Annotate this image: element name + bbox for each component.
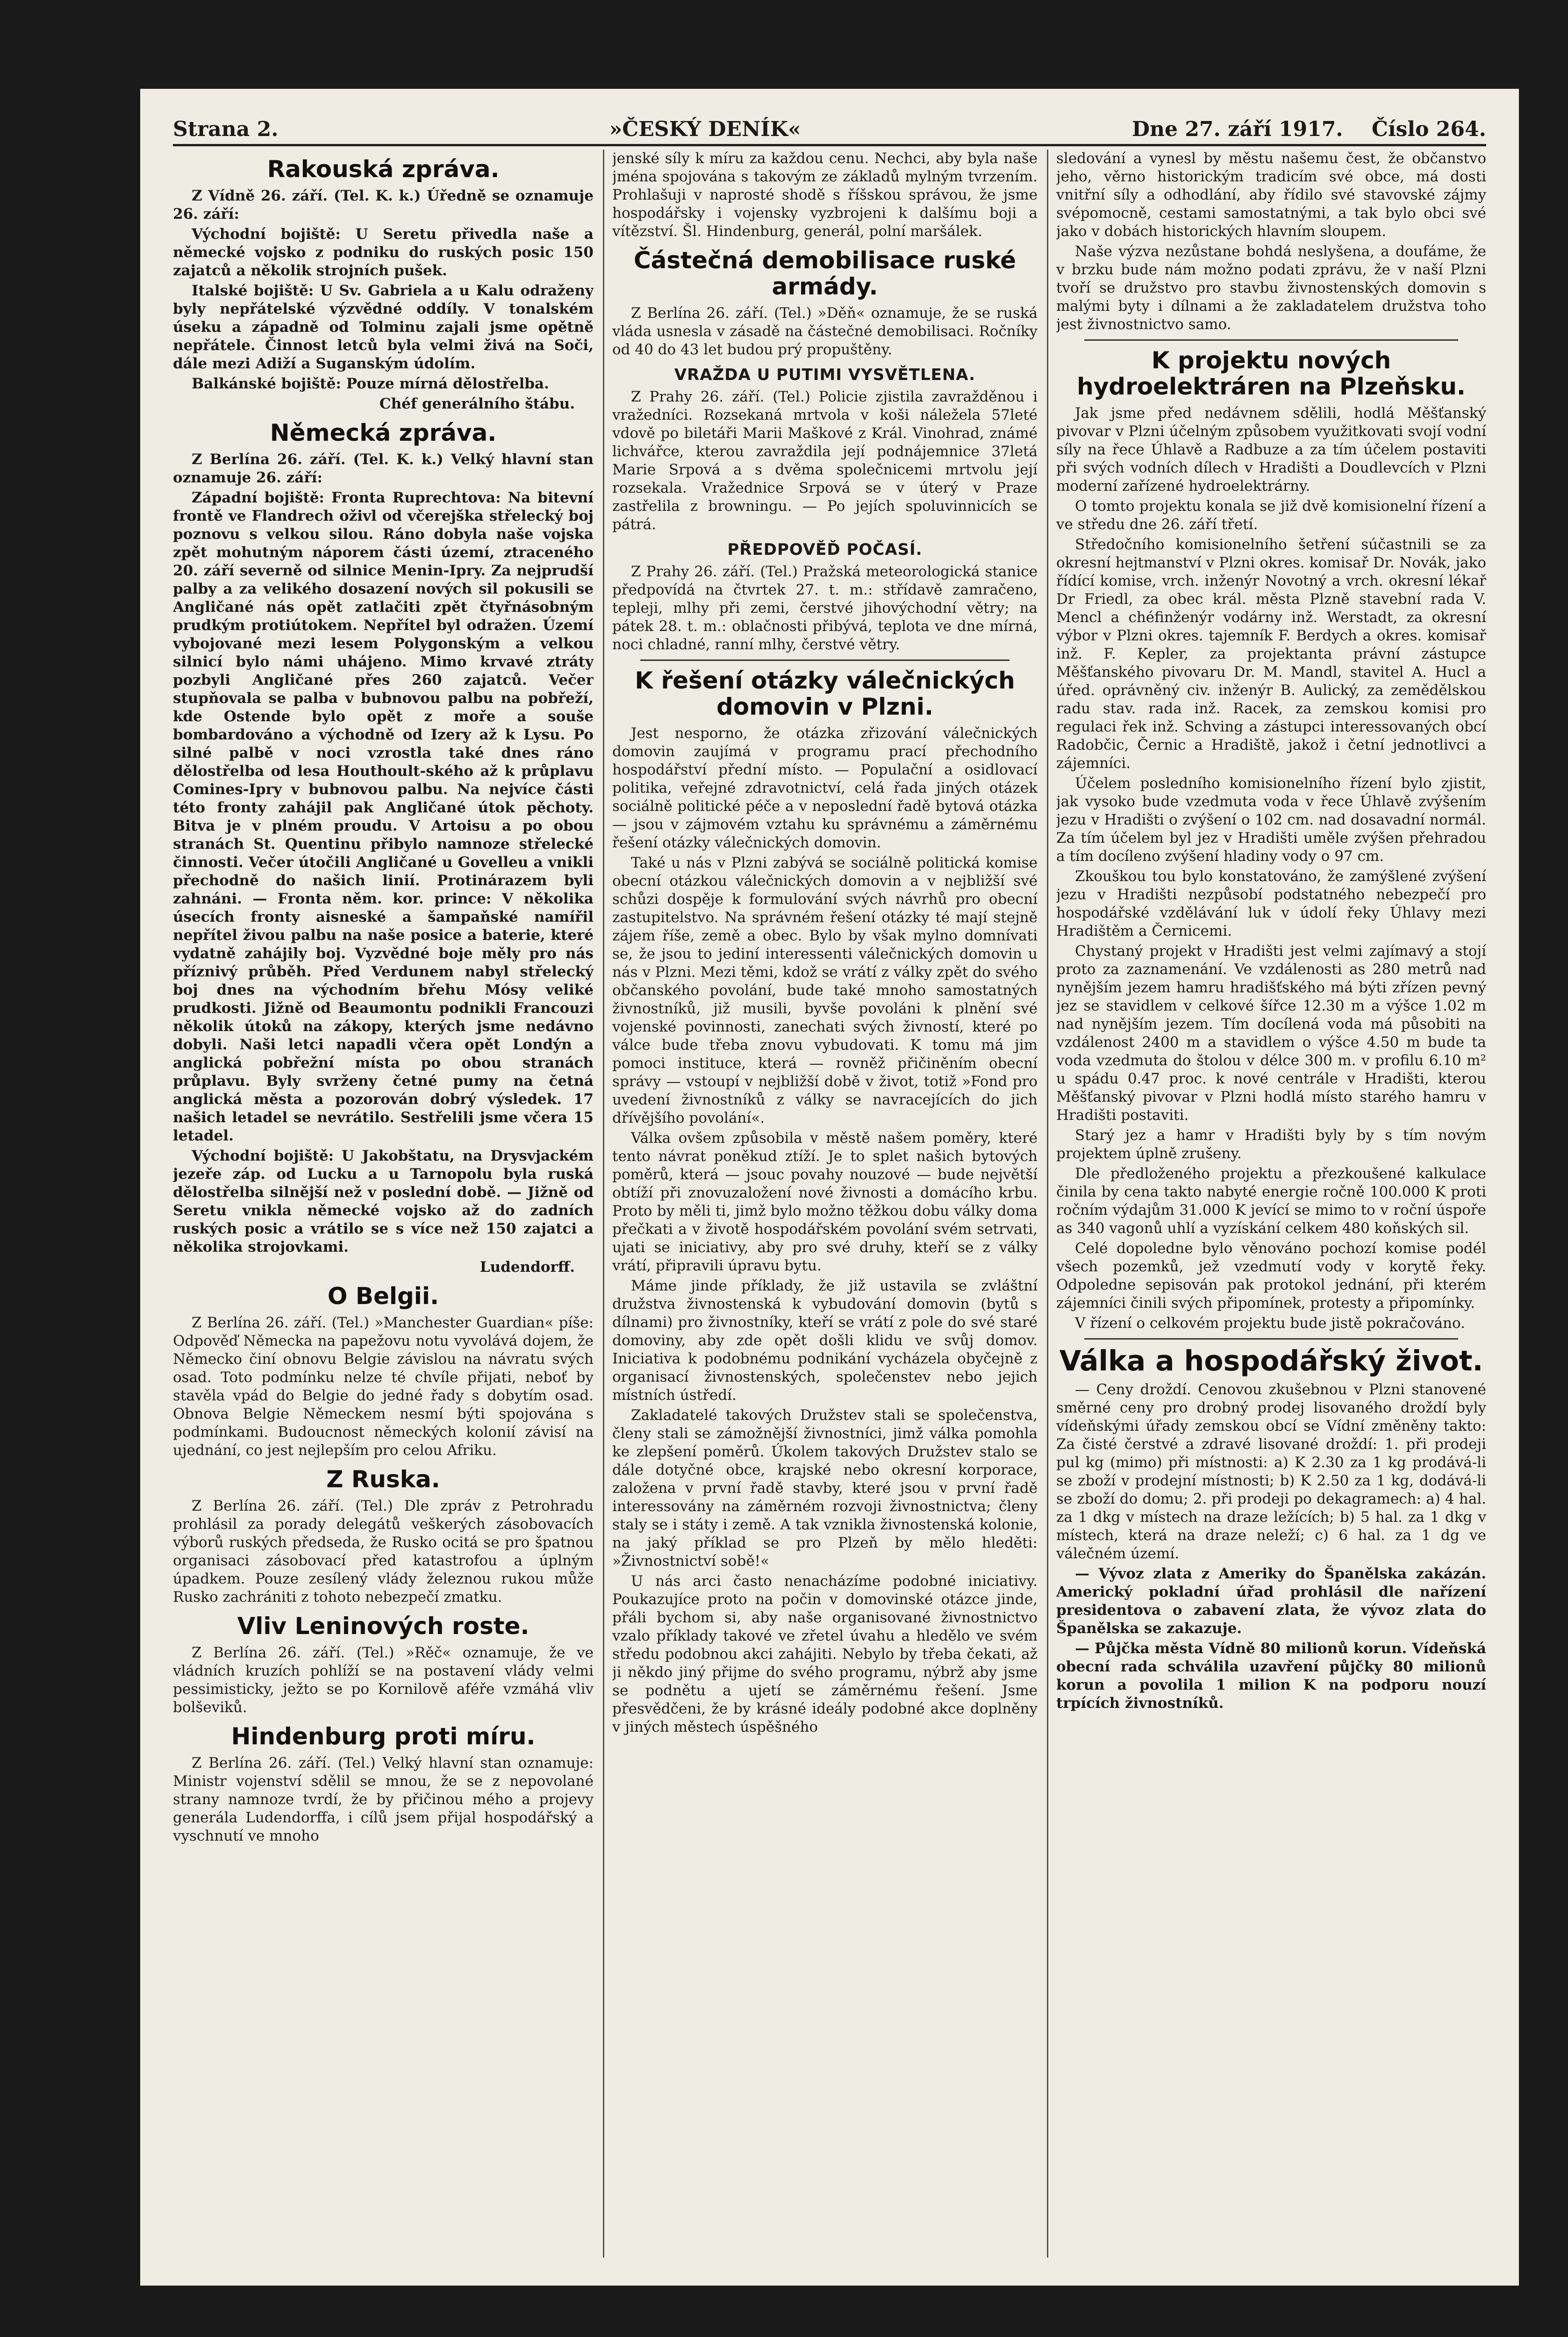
article-title: K řešení otázky válečnických domovin v Plzni. [635,667,1015,720]
column-1 [173,150,594,2267]
article-title: Německá zpráva. [270,419,497,446]
section-divider [1084,1338,1458,1340]
column-2 [612,150,1038,2267]
masthead-title: »ČESKÝ DENÍK« [609,117,801,141]
article-paragraph: Účelem posledního komisionelního řízení bylo zjistit, jak vysoko bude vzedmuta voda v řece Úhlavě zvýšením jezu v Hradišti o zvýšení o 102 cm. nad dosavadní normál. Za tím účelem byl jez v Hradišti uměle zvýšen přehradou a tím docíleno zvýšení hladiny vody o 97 cm. [1056,775,1486,865]
article-paragraph: Východní bojiště: U Jakobštatu, na Drysvjackém jezeře záp. od Lucku a u Tarnopolu byla ruská dělostřelba silnější než v poslední době. — Jižně od Seretu vnikla německé vojsko až do zadních ruských posic a vrátilo se s více než 150 zajatci a několika strojovkami. [173,1147,594,1255]
article-paragraph: — Půjčka města Vídně 80 milionů korun. Vídeňská obecní rada schválila uzavření půjčky 80 milionů korun a povolila 1 milion K na podporu nouzí trpících živnostníků. [1056,1640,1486,1712]
article-paragraph: O tomto projektu konala se již dvě komisionelní řízení a ve středu dne 26. září třetí. [1056,498,1486,533]
article-paragraph: Jak jsme před nedávnem sdělili, hodlá Měšťanský pivovar v Plzni účelným způsobem využitkovati svojí vodní síly na řece Úhlavě a Radbuze a za tím účelem postaviti při svých vodních dílech v Hradišti a Doudlevcích v Plzni moderní zařízené hydroelektrárny. [1056,405,1486,495]
article-paragraph: jenské síly k míru za každou cenu. Nechci, aby byla naše jména spojována s takovým ze základů mylným tvrzením. Prohlašuji v naprosté shodě s říšskou správou, že jsme hospodářsky i vojensky vyzbrojeni k dalšímu boji a vítězství. Šl. Hindenburg, generál, polní maršálek. [612,150,1038,240]
article-paragraph: Z Berlína 26. září. (Tel.) »Děň« oznamuje, že se ruská vláda usnesla v zásadě na částečné demobilisaci. Ročníky od 40 do 43 let budou prý propuštěny. [612,305,1038,358]
article-signature: Chéf generálního štábu. [379,395,575,412]
article-paragraph: Středočního komisionelního šetření súčastnili se za okresní hejtmanství v Plzni okres. komisař Dr. Novák, jako řídící komise, vrch. inženýr Novotný a vrch. okresní lékař Dr Friedl, za obec král. města Plzně stavební rada V. Mencl a chéfinženýr vodárny inž. Werstadt, za okresní výbor v Plzni okres. tajemník F. Berdych a okres. komisař inž. F. Kepler, za projektanta právní zástupce Měšťanského pivovaru Dr. M. Mandl, stavitel A. Hucl a úřed. oprávněný civ. inženýr B. Aulický, za zemědělskou radu stav. rada inž. Racek, za zemskou komisi pro regulaci řek inž. Schving a zástupci interessovaných obcí Radobčic, Černic a Hradiště, jakož i četní jednotlivci a zájemníci. [1056,536,1486,772]
article-title: Částečná demobilisace ruské armády. [633,247,1017,300]
issue-number: Číslo 264. [1371,117,1486,141]
article-paragraph: Také u nás v Plzni zabývá se sociálně politická komise obecní otázkou válečnických domovin a v nejbližší své schůzi dospěje k formulování svých návrhů pro obecní zastupitelstvo. Na správném řešení otázky té mají stejně zájem říše, země a obec. Bylo by však mylno domnívati se, že jsou to jediní interessenti válečnických domovin u nás v Plzni. Mezi těmi, kdož se vrátí z války zpět do svého občanského povolání, bude také mnoho samostatných živnostníků, již musili, byvše povoláni k plnění své vojenské povinnosti, zanechati svých živností, které po válce bude třeba znovu vybudovati. K tomu má jim pomoci instituce, která — rovněž přičiněním obecní správy — vstoupí v nejbližší době v život, totiž »Fond pro uvedení živnostníků z války se navracejících do jich dřívějšího povolání«. [612,854,1038,1126]
page-number: Strana 2. [173,117,279,141]
section-divider [1084,339,1458,341]
article-paragraph: Starý jez a hamr v Hradišti byly by s tím novým projektem úplně zrušeny. [1056,1127,1486,1162]
header-rule [173,144,1486,146]
page-header [173,108,1486,141]
article-paragraph: Z Berlína 26. září. (Tel.) Dle zpráv z Petrohradu prohlásil za porady delegátů veškerých zásobovacích výborů ruských předseda, že Rusko ocitá se pro špatnou organisaci zásobovací před katastrofou a úplným úpadkem. Pouze zesílený vlády železnou rukou může Rusko zachrániti z tohoto nebezpečí zmatku. [173,1498,594,1606]
section-divider [640,660,1010,661]
issue-date [1132,117,1486,141]
column-3 [1056,150,1486,2267]
article-paragraph: Z Berlína 26. září. (Tel. K. k.) Velký hlavní stan oznamuje 26. září: [173,451,594,486]
article-paragraph: Z Berlína 26. září. (Tel.) »Manchester Guardian« píše: Odpověď Německa na papežovu notu vyvolává dojem, že Německo činí obnovu Belgie závislou na návratu svých osad. Toto podmínku nelze té chvíle přijati, neboť by stavěla vpád do Belgie do jedné řady s dobytím osad. Obnova Belgie Německem nesmí býti spojována s podmínkami. Budoucnost německých kolonií závisí na ujednání, co jest nejlepším pro celou Afriku. [173,1314,594,1459]
article-paragraph: U nás arci často nenacházíme podobné iniciativy. Poukazujíce proto na počin v domovinské otázce jinde, přáli bychom si, aby naše organisované živnostnictvo vzalo příklady takové ve zřetel úvahu a hledělo ve svém středu podobnou akci zahájiti. Nebylo by třeba čekati, až ji někdo jiný přijme do svého programu, nýbrž aby jsme se podnětu a ujetí se záměrnému řešení. Jsme přesvědčeni, že by krásné ideály podobné akce doplněny v jiných městech úspěšného [612,1573,1038,1735]
article-paragraph: sledování a vynesl by městu našemu čest, že občanstvo jeho, věrno historickým tradicím své obce, má dosti vnitřní síly a odhodlání, aby řídilo své stavovské zájmy svépomocně, cestami samostatnými, a tak bylo obci své jako v dobách historických hlavním sloupem. [1056,150,1486,240]
article-paragraph: Válka ovšem způsobila v městě našem poměry, které tento návrat poněkud ztíží. Je to splet našich bytových poměrů, která — jsouc povahy nouzové — bude největší obtíží při znovuzaložení nové živnosti a domácího krbu. Proto by měli ti, jimž bylo možno těžkou dobu války doma přečkati a v životě hospodářském povolání svém setrvati, ujati se iniciativy, aby pro své druhy, kteří se z války vrátí, připravili úpravu bytu. [612,1130,1038,1274]
article-paragraph: Západní bojiště: Fronta Ruprechtova: Na bitevní frontě ve Flandrech oživl od včerejška střelecký boj poznovu s velkou silou. Ráno dobyla naše vojska zpět mohutným náporem části území, ztraceného 20. září severně od silnice Menin-Ipry. Za nejprudší palby a za velikého dosazení nových sil pokusili se Angličané nás opět zatlačiti zpět čtyřnásobným prudkým protiútokem. Nepřítel byl odražen. Území vybojované mezi lesem Polygonským a velkou silnicí bylo námi uhájeno. Mimo krvavé ztráty pozbyli Angličané přes 260 zajatců. Večer stupňovala se palba v bubnovou palbu na pobřeží, kde Ostende bylo opět z moře a souše bombardováno a východně od Izery až k Lysu. Po silné palbě v noci vzrostla také dnes ráno dělostřelba od lesa Houthoult-ského až k průplavu Comines-Ipry v bubnovou palbu. Na nejvíce části této fronty zahájil pak Angličané útok pěchoty. Bitva je v plném proudu. V Artoisu a po obou stranách St. Quentinu přibylo namnoze střelecké činnosti. Večer útočili Angličané u Govelleu a vnikli přechodně do našich linií. Protinárazem byli zahnáni. — Fronta něm. kor. prince: V několika úsecích fronty aisneské a šampaňské namířil nepřítel živou palbu na naše posice a baterie, které vydatně zahájily boj. Vyzvědné boje měly pro nás příznivý průběh. Před Verdunem nabyl střelecký boj dnes na východním břehu Mósy veliké prudkosti. Jižně od Beaumontu podnikli Francouzi několik útoků na zákopy, kterých jsme nedávno dobyli. Naši letci napadli včera opět Londýn a anglická pobřežní místa po obou stranách průplavu. Byly svrženy četné pumy na četná anglická města a pozorován dobrý výsledek. 17 našich letadel se nevrátilo. Sestřelili jsme včera 15 letadel. [173,489,594,1144]
article-paragraph: Z Berlína 26. září. (Tel.) »Rěč« oznamuje, že ve vládních kruzích pohlíží se na postavení vlády velmi pessimisticky, ježto se po Kornilově aféře vzmáhá vliv bolševiků. [173,1644,594,1716]
article-paragraph: Zkouškou tou bylo konstatováno, že zamýšlené zvýšení jezu v Hradišti nezpůsobí podstatného nebezpečí pro hospodářské vzdělávání luk v údolí řeky Úhlavy mezi Hradištěm a Černicemi. [1056,868,1486,939]
article-paragraph: Naše výzva nezůstane bohdá neslyšena, a doufáme, že v brzku bude nám možno podati zprávu, že v naší Plzni tvoří se družstvo pro stavbu živnostenských domovin s malými byty i dílnami a že zakladatelem družstva toho jest živnostnictvo samo. [1056,243,1486,333]
header-date: Dne 27. září 1917. [1131,117,1343,141]
column-divider-1 [603,150,604,2258]
article-title: VRAŽDA U PUTIMI VYSVĚTLENA. [674,366,976,384]
article-title: O Belgii. [327,1283,439,1310]
article-paragraph: Východní bojiště: U Seretu přivedla naše a německé vojsko z podniku do ruských posic 150 zajatců a několik strojních pušek. [173,226,594,279]
article-paragraph: Jest nesporno, že otázka zřizování válečnických domovin zaujímá v programu prací přechodního hospodářství přední místo. — Populační a osidlovací politika, veřejné zdravotnictví, celá řada jiných otázek sociálně politické péče a v neposlední řadě bytová otázka — jsou v zájmovém vztahu ku správnému a záměrnému řešení otázky válečnických domovin. [612,725,1038,851]
article-paragraph: Z Berlína 26. září. (Tel.) Velký hlavní stan oznamuje: Ministr vojenství sdělil se mnou, že se z nepovolané strany namnoze tvrdí, že by přičinou mého a projevy generála Ludendorffa, i cílů jsem přijal hospodářský a vyschnutí ve mnoho [173,1755,594,1844]
article-title: Z Ruska. [326,1466,440,1493]
article-paragraph: Celé dopoledne bylo věnováno pochozí komise podél všech pozemků, jež vzedmutí vody v korytě řeky. Odpoledne sepisován pak protokol jednání, při kterém zájemníci činili svých připomínek, protesty a připomínky. [1056,1240,1486,1312]
column-divider-2 [1047,150,1048,2258]
article-paragraph: — Vývoz zlata z Ameriky do Španělska zakázán. Americký pokladní úřad prohlásil dle nařízení presidentova o zabavení zlata, že vývoz zlata do Španělska se zakazuje. [1056,1565,1486,1637]
article-paragraph: Balkánské bojiště: Pouze mírná dělostřelba. [192,375,549,392]
article-paragraph: Z Vídně 26. září. (Tel. K. k.) Úředně se oznamuje 26. září: [173,187,594,222]
article-title: Vliv Leninových roste. [237,1613,530,1640]
article-paragraph: — Ceny droždí. Cenovou zkušebnou v Plzni stanovené směrné ceny pro drobný prodej lisovaného droždí byly vídeňskými úřady zemskou obcí se Vídní změněny takto: Za čisté čerstvé a zdravé lisované droždí: 1. při prodeji pul kg (mimo) při místnosti: a) K 2.30 za 1 kg prodává-li se zboží v prodejní místnosti; b) K 2.50 za 1 kg, dodává-li se zboží do domu; 2. při prodeji po dekagramech: a) 4 hal. za 1 dkg v místech na draze ležících; b) 5 hal. za 1 dkg v místech, která na draze neleží; c) 6 hal. za 1 dg ve válečném území. [1056,1381,1486,1562]
article-title: PŘEDPOVĚĎ POČASÍ. [727,540,923,559]
article-paragraph: Italské bojiště: U Sv. Gabriela a u Kalu odraženy byly nepřátelské výzvědné oddíly. V tonalském úseku a západně od Tolminu zajali jsme opětně nepřátele. Činnost letců byla velmi živá na Soči, dále mezi Adiží a Suganským údolím. [173,282,594,372]
article-title: Hindenburg proti míru. [231,1723,536,1750]
article-title: Rakouská zpráva. [267,156,500,183]
newspaper-page [140,89,1519,2286]
article-paragraph: V řízení o celkovém projektu bude jistě pokračováno. [1075,1315,1465,1332]
section-title: Válka a hospodářský život. [1059,1345,1483,1377]
article-signature: Ludendorff. [480,1259,575,1276]
article-paragraph: Z Prahy 26. září. (Tel.) Policie zjistila zavražděnou i vražedníci. Rozsekaná mrtvola v koši náležela 57leté vdově po biletáři Marii Maškové z Král. Vinohrad, známé lichvářce, kterou zavraždila její podnájemnice 37letá Marie Srpová a s dvěma společnicemi mrtvolu její rozsekala. Vražednice Srpová se v úterý v Praze zastřelila z browningu. — Po jejích spoluvinnicích se pátrá. [612,388,1038,533]
article-paragraph: Chystaný projekt v Hradišti jest velmi zajímavý a stojí proto za zaznamenání. Ve vzdálenosti as 280 metrů nad nynějším jezem hamru hradišťského má býti zřízen pevný jez se stavidlem v celkové šířce 12.30 m a výšce 1.02 m nad nynějším jezem. Tím docílená voda má působiti na vzdálenost 2400 m a stavidlem o výšce 4.50 m bude ta voda vzedmuta do štolou v délce 300 m. v profilu 6.10 m² u spádu 0.47 proc. k nové centrále v Hradišti, kterou Měšťanský pivovar v Plzni hodlá místo starého hamru v Hradišti postaviti. [1056,943,1486,1124]
article-paragraph: Zakladatelé takových Družstev stali se společenstva, členy stali se zámožnější živnostníci, jimž válka pomohla ke zlepšení poměrů. Úkolem takových Družstev stalo se dále dotyčné obce, krajské nebo okresní korporace, založena v první řadě stavby, které jsou v první řadě interessovány na záměrném rozvoji živnostnictva; členy staly se i státy i země. A tak vznikla živnostenská kolonie, na jaký příklad se pro Plzeň by mělo hleděti: »Živnostnictví sobě!« [612,1407,1038,1570]
article-title: K projektu nových hydroelektráren na Plzeňsku. [1077,347,1466,400]
article-paragraph: Dle předloženého projektu a přezkoušené kalkulace činila by cena takto nabyté energie ročně 100.000 K proti ročním výdajům 31.000 K jevící se mimo to v roční úspoře as 340 vagonů uhlí a vyzískání celkem 480 koňských sil. [1056,1165,1486,1237]
article-paragraph: Máme jinde příklady, že již ustavila se zvláštní družstva živnostenská k vybudování domovin (bytů s dílnami) pro živnostníky, kteří se vrátí z pole do své staré domoviny, aby zde opět došli klidu ve svůj domov. Iniciativa k podobnému podnikání vycházela obyčejně z organisací živnostenských, společenstev nebo jejich místních ústředí. [612,1277,1038,1404]
article-paragraph: Z Prahy 26. září. (Tel.) Pražská meteorologická stanice předpovídá na čtvrtek 27. t. m.: střídavě zamračeno, tepleji, mlhy při zemi, čerstvé jihovýchodní větry; na pátek 28. t. m.: oblačnosti přibývá, teplota ve dne mírná, noci chladné, ranní mlhy, čerstvé větry. [612,563,1038,653]
